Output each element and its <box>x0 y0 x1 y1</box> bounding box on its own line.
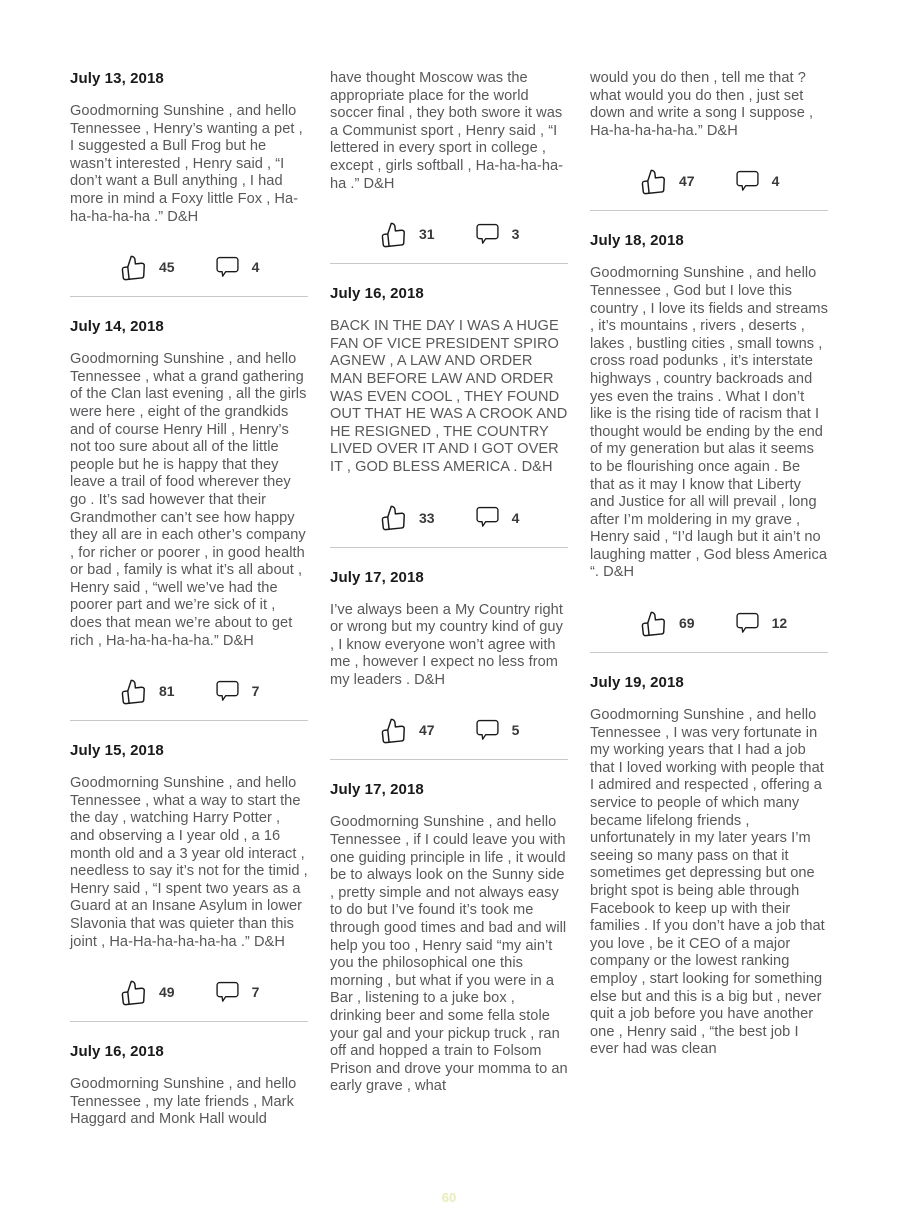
thumbs-up-icon <box>380 504 407 531</box>
comment-bubble-icon <box>475 506 500 529</box>
comment-group <box>475 719 520 742</box>
post-body: Goodmorning Sunshine , and hello Tennessee , God but I love this country , I love its fields and streams , it’s mountains , rivers , deserts , lakes , bustling cities , small towns , cross road podunks , it’s interstate highways , country backroads and yes even the trains . What I don’t like is the rising tide of racism that I thought would be ending by the end of my generation but alas it seems to be flourishing once again . Be that as it may I know that Liberty and Justice for all will prevail , long after I’m moldering in my grave , Henry said , “I’d laugh but it ain’t no laughing matter , God bless America “. D&H <box>590 265 828 581</box>
comment-bubble-icon <box>215 981 240 1004</box>
reactions-row <box>70 252 308 282</box>
post-date: July 17, 2018 <box>330 568 424 586</box>
post <box>70 1043 308 1129</box>
document-page <box>70 70 828 1155</box>
like-group <box>120 979 175 1006</box>
post-body: Goodmorning Sunshine , and hello Tennessee , if I could leave you with one guiding principle in life , it would be to always look on the Sunny side , pretty simple and not always easy to do but I’ve found it’s took me through good times and bad and will help you too , Henry said “my ain’t you the philosophical one this morning , but what if you were in a Bar , listening to a juke box , drinking beer and some fella stole your gal and your pickup truck , ran off and hopped a train to Folsom Prison and drove your momma to an early grave , what <box>330 814 568 1095</box>
comment-count: 7 <box>251 984 260 1001</box>
like-group <box>120 254 175 281</box>
thumbs-up-icon <box>120 254 147 281</box>
post-date: July 16, 2018 <box>330 285 424 303</box>
post-body: I’ve always been a My Country right or wrong but my country kind of guy , I know everyone won’t agree with me , however I expect no less from my leaders . D&H <box>330 601 563 688</box>
post <box>590 674 828 1059</box>
post <box>330 781 568 1096</box>
column-3 <box>590 70 828 1155</box>
post-body: have thought Moscow was the appropriate place for the world soccer final , they both swore it was a Communist sport , Henry said , “I lettered in every sport in college , except , girls softball , Ha-ha-ha-ha-ha .” D&H <box>330 70 564 192</box>
like-count: 49 <box>159 984 175 1001</box>
comment-group <box>475 506 520 529</box>
comment-bubble-icon <box>215 256 240 279</box>
post-divider <box>70 720 308 721</box>
post-body: Goodmorning Sunshine , and hello Tennessee , I was very fortunate in my working years that I had a job that I loved working with people that I admired and respected , offering a service to people of which many became lifelong friends , unfortunately in my later years I’m seeing so many pass on that it sometimes get depressing but one bright spot is being able through Facebook to keep up with their families . If you don’t have a job that you love , be it CEO of a major company or the lowest ranking employ , start looking for something else but and this is a big but , never quit a job before you have another one , Henry said , “the best job I ever had was clean <box>590 707 825 1058</box>
like-count: 31 <box>419 226 435 243</box>
post <box>70 742 308 1022</box>
thumbs-up-icon <box>380 221 407 248</box>
thumbs-up-icon <box>640 168 667 195</box>
like-group <box>640 168 695 195</box>
post-date: July 15, 2018 <box>70 742 164 760</box>
post-body: Goodmorning Sunshine , and hello Tennessee , Henry’s wanting a pet , I suggested a Bull Frog but he wasn’t interested , Henry said , “I don’t want a Bull anything , I had more in mind a Foxy little Fox , Ha-ha-ha-ha-ha .” D&H <box>70 103 303 225</box>
reactions-row <box>330 219 568 249</box>
post-body: BACK IN THE DAY I WAS A HUGE FAN OF VICE PRESIDENT SPIRO AGNEW , A LAW AND ORDER MAN BEFORE LAW AND ORDER WAS EVEN COOL , THEY FOUND OUT THAT HE WAS A CROOK AND HE RESIGNED , THE COUNTRY LIVED OVER IT AND I GOT OVER IT , GOD BLESS AMERICA . D&H <box>330 318 568 475</box>
post-date: July 19, 2018 <box>590 674 684 692</box>
comment-group <box>735 170 780 193</box>
comment-count: 12 <box>771 615 788 632</box>
comment-bubble-icon <box>475 719 500 742</box>
post <box>70 70 308 297</box>
like-group <box>640 610 695 637</box>
post-body: Goodmorning Sunshine , and hello Tennessee , what a grand gathering of the Clan last evening , all the girls were here , eight of the grandkids and of course Henry Hill , Henry’s not too sure about all of the little people but he is happy that they leave a trail of food wherever they go . It’s sad however that their Grandmother can’t see how happy they all are in each other’s company , for richer or poorer , in good health or bad , family is what it’s all about , Henry said , “well we’ve had the poorer part and we’re sick of it , does that mean we’re about to get rich , Ha-ha-ha-ha-ha.” D&H <box>70 351 307 649</box>
thumbs-up-icon <box>120 979 147 1006</box>
like-count: 69 <box>679 615 695 632</box>
comment-bubble-icon <box>215 680 240 703</box>
comment-count: 7 <box>251 683 260 700</box>
reactions-row <box>330 503 568 533</box>
post <box>590 70 828 211</box>
comment-group <box>215 981 260 1004</box>
reactions-row <box>70 676 308 706</box>
post-date: July 18, 2018 <box>590 232 684 250</box>
comment-count: 4 <box>771 173 780 190</box>
post-body: Goodmorning Sunshine , and hello Tennessee , what a way to start the the day , watching Harry Potter , and observing a I year old , a 16 month old and a 3 year old interact , needless to say it’s not for the timid , Henry said , “I spent two years as a Guard at an Insane Asylum in lower Slavonia that was quieter than this joint , Ha-Ha-ha-ha-ha-ha .” D&H <box>70 775 308 950</box>
comment-group <box>215 256 260 279</box>
comment-group <box>735 612 788 635</box>
like-group <box>120 678 175 705</box>
column-2 <box>330 70 568 1155</box>
reactions-row <box>590 166 828 196</box>
post-divider <box>70 1021 308 1022</box>
post-divider <box>590 652 828 653</box>
comment-count: 3 <box>511 226 520 243</box>
post-divider <box>70 296 308 297</box>
like-count: 47 <box>679 173 695 190</box>
post-divider <box>330 547 568 548</box>
post <box>330 285 568 547</box>
column-1 <box>70 70 308 1155</box>
comment-bubble-icon <box>735 170 760 193</box>
comment-count: 4 <box>251 259 260 276</box>
like-count: 81 <box>159 683 175 700</box>
post-date: July 14, 2018 <box>70 318 164 336</box>
like-group <box>380 504 435 531</box>
comment-group <box>215 680 260 703</box>
like-count: 33 <box>419 509 435 526</box>
post-divider <box>590 210 828 211</box>
reactions-row <box>330 715 568 745</box>
post-date: July 13, 2018 <box>70 70 164 87</box>
post-body: would you do then , tell me that ? what would you do then , just set down and write a song I suppose , Ha-ha-ha-ha-ha.” D&H <box>590 70 814 139</box>
post <box>590 232 828 653</box>
like-group <box>380 221 435 248</box>
post-body: Goodmorning Sunshine , and hello Tennessee , my late friends , Mark Haggard and Monk Hall would <box>70 1076 297 1128</box>
comment-bubble-icon <box>735 612 760 635</box>
post <box>330 70 568 264</box>
thumbs-up-icon <box>380 717 407 744</box>
thumbs-up-icon <box>640 610 667 637</box>
post-divider <box>330 759 568 760</box>
post <box>330 569 568 761</box>
reactions-row <box>590 608 828 638</box>
post-divider <box>330 263 568 264</box>
like-group <box>380 717 435 744</box>
post-date: July 16, 2018 <box>70 1043 164 1061</box>
post <box>70 318 308 721</box>
comment-bubble-icon <box>475 223 500 246</box>
comment-count: 5 <box>511 722 520 739</box>
like-count: 45 <box>159 259 175 276</box>
thumbs-up-icon <box>120 678 147 705</box>
comment-count: 4 <box>511 509 520 526</box>
page-number: 60 <box>441 1190 457 1205</box>
reactions-row <box>70 977 308 1007</box>
like-count: 47 <box>419 722 435 739</box>
post-date: July 17, 2018 <box>330 781 424 799</box>
comment-group <box>475 223 520 246</box>
